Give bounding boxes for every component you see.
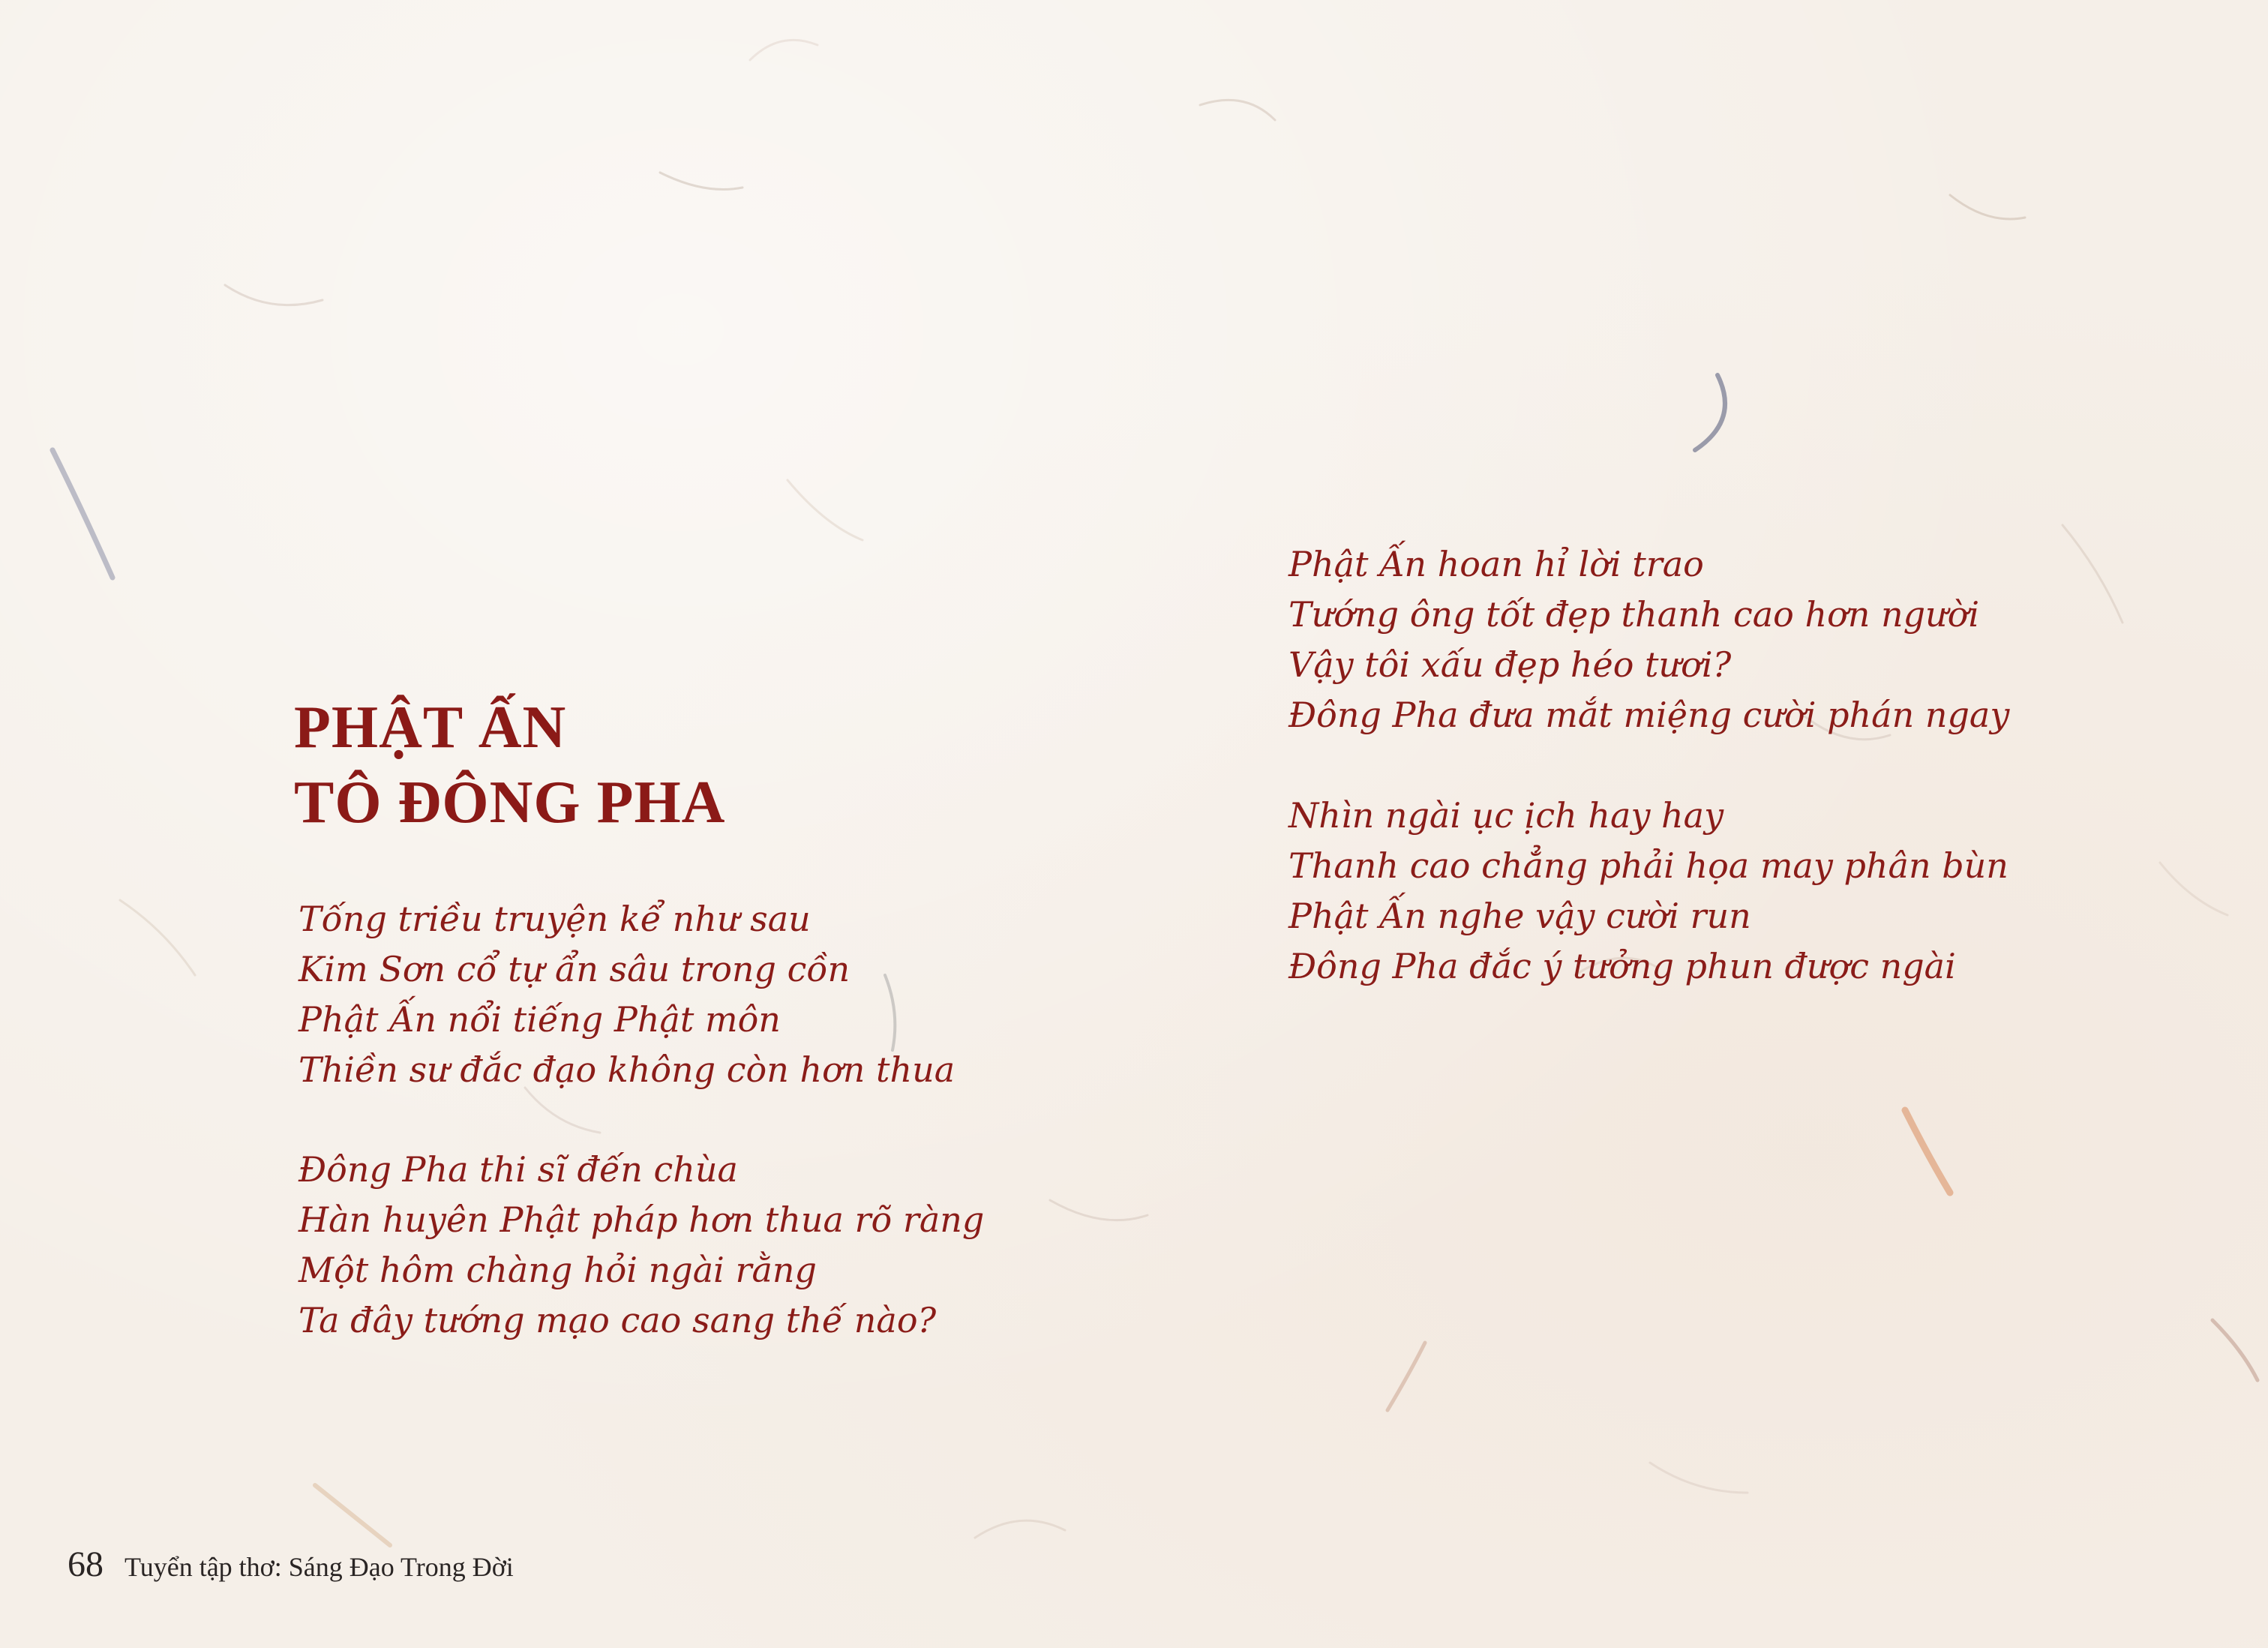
verse-line: Phật Ấn nghe vậy cười run <box>1288 896 1751 936</box>
verse-line: Tống triều truyện kể như sau <box>298 899 811 939</box>
verse-line: Vậy tôi xấu đẹp héo tươi? <box>1288 644 1732 685</box>
verse-line: Phật Ấn nổi tiếng Phật môn <box>298 999 781 1040</box>
verse-line: Nhìn ngài ục ịch hay hay <box>1288 795 1724 836</box>
verse-line: Phật Ấn hoan hỉ lời trao <box>1288 544 1704 584</box>
stanza-3 <box>1288 539 2009 740</box>
verse-line: Một hôm chàng hỏi ngài rằng <box>298 1250 817 1290</box>
verse-line: Thiền sư đắc đạo không còn hơn thua <box>298 1049 956 1090</box>
verse-line: Ta đây tướng mạo cao sang thế nào? <box>298 1300 937 1340</box>
verse-line: Hàn huyên Phật pháp hơn thua rõ ràng <box>298 1199 985 1240</box>
verse-line: Đông Pha đưa mắt miệng cười phán ngay <box>1288 695 2010 735</box>
poem-title-line-1: PHẬT ẤN <box>294 695 567 761</box>
verse-line: Kim Sơn cổ tự ẩn sâu trong cồn <box>298 949 850 989</box>
poem-title-line-2: TÔ ĐÔNG PHA <box>294 770 726 836</box>
page-footer <box>68 1544 514 1589</box>
poem-title <box>294 690 725 840</box>
verse-line: Đông Pha thi sĩ đến chùa <box>298 1149 738 1190</box>
verse-line: Thanh cao chẳng phải họa may phân bùn <box>1288 845 2008 886</box>
stanza-1 <box>298 894 955 1095</box>
page-number: 68 <box>68 1544 104 1584</box>
stanza-2 <box>298 1145 984 1346</box>
verse-line: Tướng ông tốt đẹp thanh cao hơn người <box>1288 594 1980 635</box>
verse-line: Đông Pha đắc ý tưởng phun được ngài <box>1288 946 1956 986</box>
running-title: Tuyển tập thơ: Sáng Đạo Trong Đời <box>124 1552 514 1582</box>
stanza-4 <box>1288 791 2008 992</box>
